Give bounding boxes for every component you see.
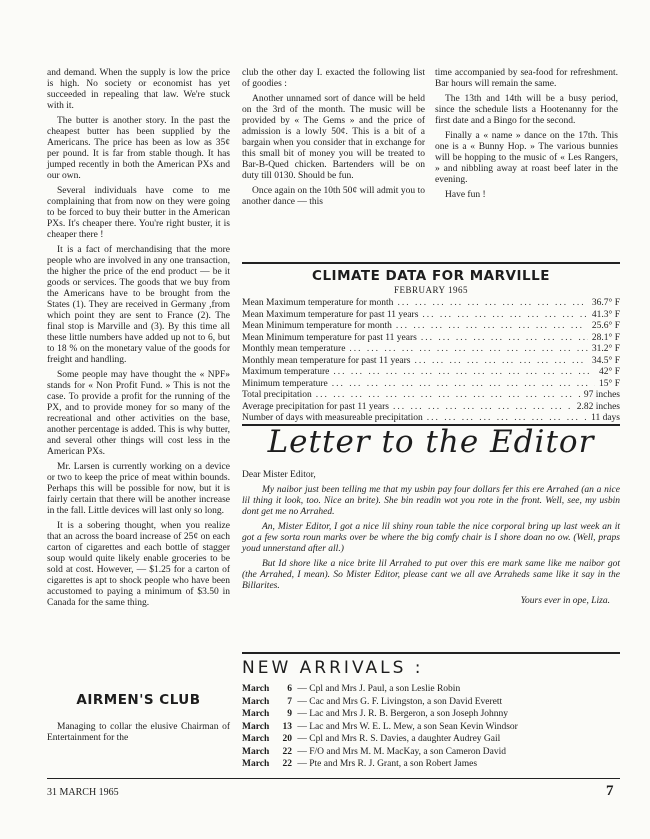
paragraph: Have fun !: [445, 190, 486, 200]
climate-label: Mean Maximum temperature for past 11 years: [242, 309, 419, 320]
arrival-day: 9: [287, 709, 292, 719]
arrival-day: 20: [282, 734, 292, 744]
climate-label: Average precipitation for past 11 years: [242, 401, 389, 412]
arrival-text: F/O and Mrs M. M. MacKay, a son Cameron David: [309, 746, 506, 757]
paragraph: and demand. When the supply is low the price is high. No society or economist has yet succeeded in repealing that law. We're stuck with it.: [47, 68, 230, 111]
climate-label: Mean Maximum temperature for month: [242, 298, 394, 308]
climate-label: Monthly mean temperature for past 11 years: [242, 355, 411, 366]
climate-label: Total precipitation: [242, 390, 312, 400]
column-3: [435, 68, 618, 205]
airmens-club-text: [47, 722, 230, 744]
arrival-text: Cpl and Mrs R. S. Davies, a daughter Audrey Gail: [309, 734, 501, 744]
climate-label: Mean Minimum temperature for past 11 years: [242, 332, 417, 343]
letter-body: [242, 470, 620, 611]
footer-rule: [47, 778, 620, 779]
climate-label: Minimum temperature: [242, 378, 328, 389]
column-2: [242, 68, 425, 212]
list-item: March 20 — Cpl and Mrs R. S. Davies, a daughter Audrey Gail: [242, 734, 501, 744]
climate-title: CLIMATE DATA FOR MARVILLE: [312, 268, 550, 284]
climate-row: [242, 367, 620, 379]
climate-label: Number of days with measureable precipitation: [242, 413, 423, 423]
paragraph: Mr. Larsen is currently working on a device or two to keep the price of meat within bounds. Perhaps this will be possible for now, but it is fairly certain that there will be another increase in the fall. Little devices will last only so long.: [47, 462, 230, 516]
climate-value: 28.1° F: [591, 332, 620, 343]
paragraph: But Id shore like a nice brite lil Arrahed to put over this ere mark same like me naibor got (the Arrahed, I mean). So Mister Editor, please cant we all ave Arraheds same like it say in the Billarites.: [242, 559, 620, 591]
list-item: March 9 — Lac and Mrs J. R. B. Bergeron, a son Joseph Johnny: [242, 709, 509, 719]
climate-value: 15° F: [599, 378, 620, 389]
arrival-month: March: [242, 746, 270, 757]
letter-salutation: Dear Mister Editor,: [242, 470, 316, 480]
arrival-day: 22: [282, 746, 292, 757]
letter-title: Letter to the Editor: [267, 424, 595, 460]
airmens-club-heading: AIRMEN'S CLUB: [76, 692, 201, 708]
climate-value: 41.3° F: [591, 309, 620, 320]
list-item: March 22 — Pte and Mrs R. J. Grant, a son Robert James: [242, 759, 478, 769]
arrival-month: March: [242, 734, 270, 744]
arrival-month: March: [242, 709, 270, 719]
climate-subtitle: FEBRUARY 1965: [394, 285, 468, 295]
climate-value: 36.7° F: [591, 298, 620, 308]
climate-row: [242, 379, 620, 391]
climate-row: [242, 402, 620, 414]
arrivals-list: [242, 683, 620, 771]
list-item: March 7 — Cac and Mrs G. F. Livingston, a son David Everett: [242, 696, 503, 707]
climate-value: 97 inches: [583, 390, 620, 400]
divider: [242, 262, 620, 264]
climate-row: [242, 321, 620, 333]
paragraph: The 13th and 14th will be a busy period, since the schedule lists a Hootenanny for the first date and a Bingo for the second.: [435, 94, 618, 126]
paragraph: Finally a « name » dance on the 17th. This one is a « Bunny Hop. » The various bunnies will be hopping to the music of « Les Rangers, » and nibbling away at roast beef later in the evening.: [435, 131, 618, 185]
climate-label: Monthly mean temperature: [242, 344, 346, 354]
arrival-text: Pte and Mrs R. J. Grant, a son Robert James: [309, 759, 478, 769]
divider: [242, 652, 620, 654]
list-item: March 22 — F/O and Mrs M. M. MacKay, a son Cameron David: [242, 746, 506, 757]
page-number: 7: [606, 783, 614, 799]
arrival-text: Cpl and Mrs J. Paul, a son Leslie Robin: [309, 684, 461, 694]
paragraph: time accompanied by sea-food for refreshment. Bar hours will remain the same.: [435, 68, 618, 89]
paragraph: Another unnamed sort of dance will be held on the 3rd of the month. The music will be provided by « The Gems » and the price of admission is a lowly 50¢. This is a bit of a bargain when you consider that in exchange for this small bit of money you will be treated to Bar-B-Qued chicken. Bartenders will be on duty till 0130. Should be fun.: [242, 94, 425, 181]
paragraph: The butter is another story. In the past the cheapest butter has been supplied by the Americans. The price has been as low as 35¢ per pound. It is far from stable though. It has jumped recently in both the American PXs and our own.: [47, 116, 230, 181]
arrival-month: March: [242, 721, 270, 732]
climate-value: 25.6° F: [591, 321, 620, 331]
climate-row: [242, 310, 620, 322]
climate-row: [242, 390, 620, 402]
arrival-text: Lac and Mrs J. R. B. Bergeron, a son Joseph Johnny: [309, 709, 509, 719]
climate-label: Maximum temperature: [242, 367, 330, 377]
letter-signature: Yours ever in ope, Liza.: [520, 596, 610, 606]
climate-row: [242, 344, 620, 356]
paragraph: club the other day I. exacted the following list of goodies :: [242, 68, 425, 89]
climate-row: [242, 356, 620, 368]
arrival-day: 13: [282, 721, 292, 732]
paragraph: Some people may have thought the « NPF» stands for « Non Profit Fund. » This is not the case. To provide a profit for the running of the PX, and to provide money for so many of the recreational and other activities on the base, another percentage is added. This is why butter, and several other things will cost less in the American PXs.: [47, 370, 230, 457]
climate-row: [242, 298, 620, 310]
footer-date: 31 MARCH 1965: [47, 787, 119, 798]
climate-table: [242, 298, 620, 425]
paragraph: It is a sobering thought, when you realize that an across the board increase of 25¢ on each carton of cigarettes and each bottle of stagger soup would quite likely enable groceries to be sold at cost. However, — $1.25 for a carton of cigarettes is apt to shock people who have been accustomed to paying a minimum of $3.50 in Canada for the same thing.: [47, 521, 230, 608]
paragraph: Managing to collar the elusive Chairman of Entertainment for the: [47, 722, 230, 743]
climate-row: [242, 333, 620, 345]
arrival-day: 22: [282, 759, 292, 769]
list-item: March 13 — Lac and Mrs W. E. L. Mew, a son Sean Kevin Windsor: [242, 721, 518, 732]
climate-row: [242, 413, 620, 425]
paragraph: Several individuals have come to me complaining that from now on they were going to be forced to buy their butter in the American PXs. It's cheaper there. You're right buster, it is cheaper there !: [47, 186, 230, 240]
list-item: March 6 — Cpl and Mrs J. Paul, a son Leslie Robin: [242, 684, 461, 694]
paragraph: An, Mister Editor, I got a nice lil shiny roun table the nice corporal bring up last week an it got a few sorta roun marks over be where the big comfy chair is I shore doan no ow. (Well, praps youd unnerstand after all.): [242, 522, 620, 554]
arrival-month: March: [242, 684, 270, 694]
paragraph: It is a fact of merchandising that the more people who are involved in any one transaction, the higher the price of the end product — be it goods or services. The goods that we buy from the Americans have to be brought from the States (1). They are received in Germany ,from which point they are sent to France (2). The final stop is Marville and (3). By this time all these little numbers have added up not to 6, but to 18 % on the monetary value of the goods for freight and handling.: [47, 245, 230, 365]
new-arrivals-title: NEW ARRIVALS :: [242, 658, 424, 678]
arrival-text: Lac and Mrs W. E. L. Mew, a son Sean Kevin Windsor: [309, 721, 518, 732]
climate-value: 2.82 inches: [576, 401, 620, 412]
arrival-day: 7: [287, 696, 292, 707]
arrival-month: March: [242, 696, 270, 707]
climate-value: 34.5° F: [591, 355, 620, 366]
column-1: [47, 68, 230, 613]
arrival-month: March: [242, 759, 270, 769]
arrival-day: 6: [287, 684, 292, 694]
climate-value: 11 days: [591, 413, 620, 423]
paragraph: Once again on the 10th 50¢ will admit you to another dance — this: [242, 186, 425, 207]
climate-label: Mean Minimum temperature for month: [242, 321, 392, 331]
climate-value: 42° F: [599, 367, 620, 377]
arrival-text: Cac and Mrs G. F. Livingston, a son David Everett: [309, 696, 503, 707]
climate-value: 31.2° F: [591, 344, 620, 354]
paragraph: My naibor just been telling me that my usbin pay four dollars fer this ere Arrahed (an a nice lil thing it look, too. Nice an brite). She bin readin wot you rote in the front. Well, see, my usbin dont get me no Arrahed.: [242, 485, 620, 517]
